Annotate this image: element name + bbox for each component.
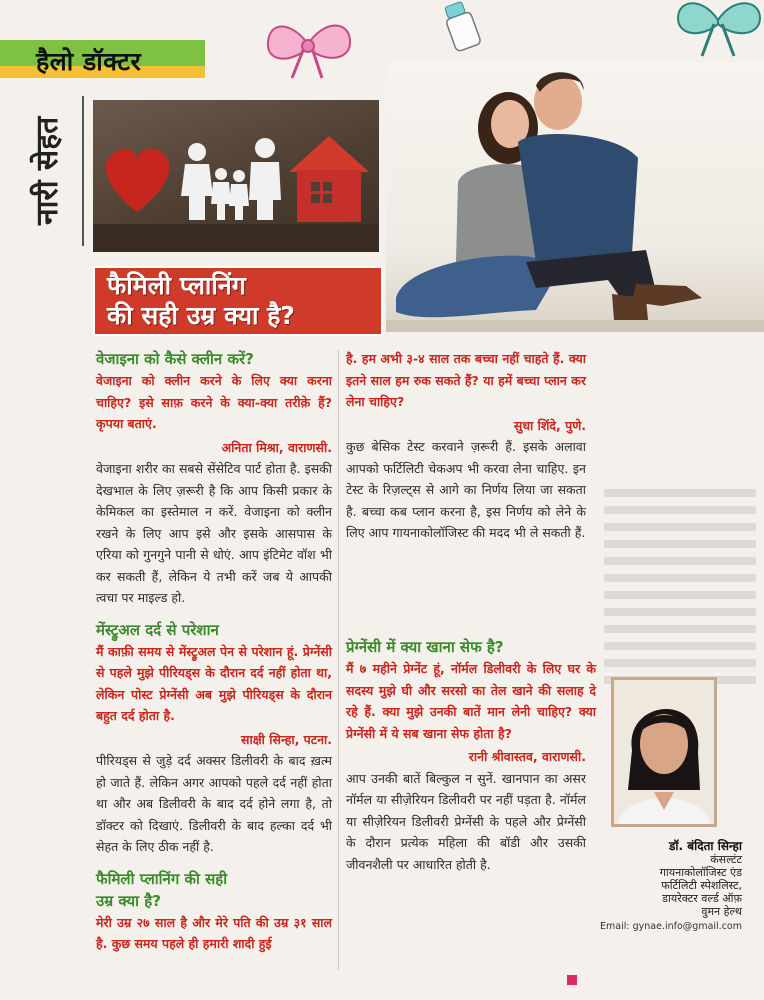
question-text-part-2: है. हम अभी ३-४ साल तक बच्चा नहीं चाहते हैं. क्या इतने साल हम रुक सकते हैं? या हमें बच्चा प्लान कर लेना चाहिए? xyxy=(346,351,586,409)
house-icon xyxy=(289,136,369,222)
asker-name: रानी श्रीवास्तव, वाराणसी. xyxy=(468,749,586,764)
baby-bottle-icon xyxy=(440,0,490,52)
answer-text: आप उनकी बातें बिल्कुल न सुनें. खानपान का असर नॉर्मल या सीज़ेरियन डिलीवरी पर नहीं पड़ता है. नॉर्मल या सीज़ेरियन डिलीवरी प्रेग्नेंसी के पहले और प्रेग्नेंसी के दौरान प्रत्येक महिला की बॉडी और उसकी जीवनशैली पर आधारित होती है. xyxy=(346,770,586,872)
left-column xyxy=(96,348,332,955)
section-title: हैलो डॉक्टर xyxy=(36,47,142,76)
qa-block-pregnancy-food xyxy=(346,636,596,875)
section-tag: नारी सेहत xyxy=(30,116,65,226)
question-text: मैं काफ़ी समय से मेंस्ट्रुअल पेन से परेशान हूं. प्रेग्नेंसी से पहले मुझे पीरियड्स के दौरान दर्द नहीं होता था, लेकिन पोस्ट प्रेग्नेंसी अब मुझे पीरियड्स के दौरान बहुत दर्द होता है. xyxy=(96,643,332,723)
teal-bow-icon xyxy=(672,0,764,60)
article-title-line-2: की सही उम्र क्या है? xyxy=(107,301,295,330)
doctor-email: Email: gynae.info@gmail.com xyxy=(600,921,742,932)
column-divider xyxy=(338,350,339,970)
article-end-marker xyxy=(567,975,577,985)
question-text-part-1: मेरी उम्र २७ साल है और मेरे पति की उम्र ३१ साल है. कुछ समय पहले ही हमारी शादी हुई xyxy=(96,914,332,951)
asker-name: सुधा शिंदे, पुणे. xyxy=(513,417,586,433)
doctor-title-3: फर्टिलिटी स्पेशलिस्ट, xyxy=(661,879,742,892)
right-column xyxy=(346,348,586,544)
question-heading: वेजाइना को कैसे क्लीन करें? xyxy=(96,350,254,368)
doctor-photo xyxy=(611,677,717,827)
answer-text: कुछ बेसिक टेस्ट करवाने ज़रूरी हैं. इसके अलावा आपको फर्टिलिटी चेकअप भी करवा लेना चाहिए. इन टेस्ट के रिज़ल्ट्स से आगे का निर्णय लिया जा सकता है. बच्चा कब प्लान करना है, इस निर्णय को लेने के लिए आप गायनाकोलॉजिस्ट की मदद भी ले सकती हैं. xyxy=(346,439,586,540)
faded-background-text xyxy=(596,480,764,660)
question-text: मैं ७ महीने प्रेग्नेंट हूं, नॉर्मल डिलीवरी के लिए घर के सदस्य मुझे घी और सरसो का तेल खाने की सलाह दे रहे हैं. क्या मुझे उनकी बातें मान लेनी चाहिए? क्या प्रेग्नेंसी में ये सब खाना सेफ होता है? xyxy=(346,661,596,741)
doctor-name: डॉ. बंदिता सिन्हा xyxy=(668,839,742,853)
pink-bow-icon xyxy=(262,12,354,82)
qa-block-menstrual-pain xyxy=(96,619,332,858)
qa-block-vagina-hygiene xyxy=(96,348,332,609)
couple-photo xyxy=(386,62,764,332)
heart-icon xyxy=(106,149,169,212)
answer-text: पीरियड्स से जुड़े दर्द अक्सर डिलीवरी के बाद ख़त्म हो जाते हैं. लेकिन अगर आपको पहले दर्द नहीं होता था और अब डिलीवरी के बाद दर्द होने लगा है, तो डॉक्टर को दिखाएं. डिलीवरी के बाद हल्का दर्द भी सेहत के लिए ठीक नहीं है. xyxy=(96,753,332,854)
doctor-title-4: डायरेक्टर वर्ल्ड ऑफ़ xyxy=(662,892,742,905)
side-divider xyxy=(82,96,84,246)
asker-name: अनिता मिश्रा, वाराणसी. xyxy=(221,439,332,455)
family-planning-photo xyxy=(93,100,379,252)
doctor-title-2: गायनाकोलॉजिस्ट एंड xyxy=(659,866,742,879)
doctor-info xyxy=(592,840,742,933)
doctor-title-1: कंसल्टंट xyxy=(710,853,742,866)
question-text: वेजाइना को क्लीन करने के लिए क्या करना चाहिए? इसे साफ़ करने के क्या-क्या तरीक़े हैं? कृपया बताएं. xyxy=(96,373,332,431)
article-title-line-1: फैमिली प्लानिंग xyxy=(107,271,246,300)
answer-text: वेजाइना शरीर का सबसे सेंसेटिव पार्ट होता है. इसकी देखभाल के लिए ज़रूरी है कि आप किसी प्रकार के केमिकल का इस्तेमाल न करें. वेजाइना को क्लीन रखने के लिए आप इसे और इसके आसपास के एरिया को गुनगुने पानी से धोएं. आप इंटिमेट वॉश भी कर सकती हैं, लेकिन ये तभी करें जब ये आपकी त्वचा पर माइल्ड हो. xyxy=(96,461,332,605)
asker-name: साक्षी सिन्हा, पटना. xyxy=(241,731,332,747)
article-title-banner xyxy=(93,266,383,336)
question-heading: प्रेग्नेंसी में क्या खाना सेफ है? xyxy=(346,638,504,656)
question-heading: मेंस्ट्रुअल दर्द से परेशान xyxy=(96,620,219,639)
family-figures-icon xyxy=(181,138,281,220)
question-heading: फैमिली प्लानिंग की सही उम्र क्या है? xyxy=(96,869,228,910)
qa-block-family-planning xyxy=(96,868,332,955)
doctor-title-5: वुमन हेल्थ xyxy=(701,905,742,918)
